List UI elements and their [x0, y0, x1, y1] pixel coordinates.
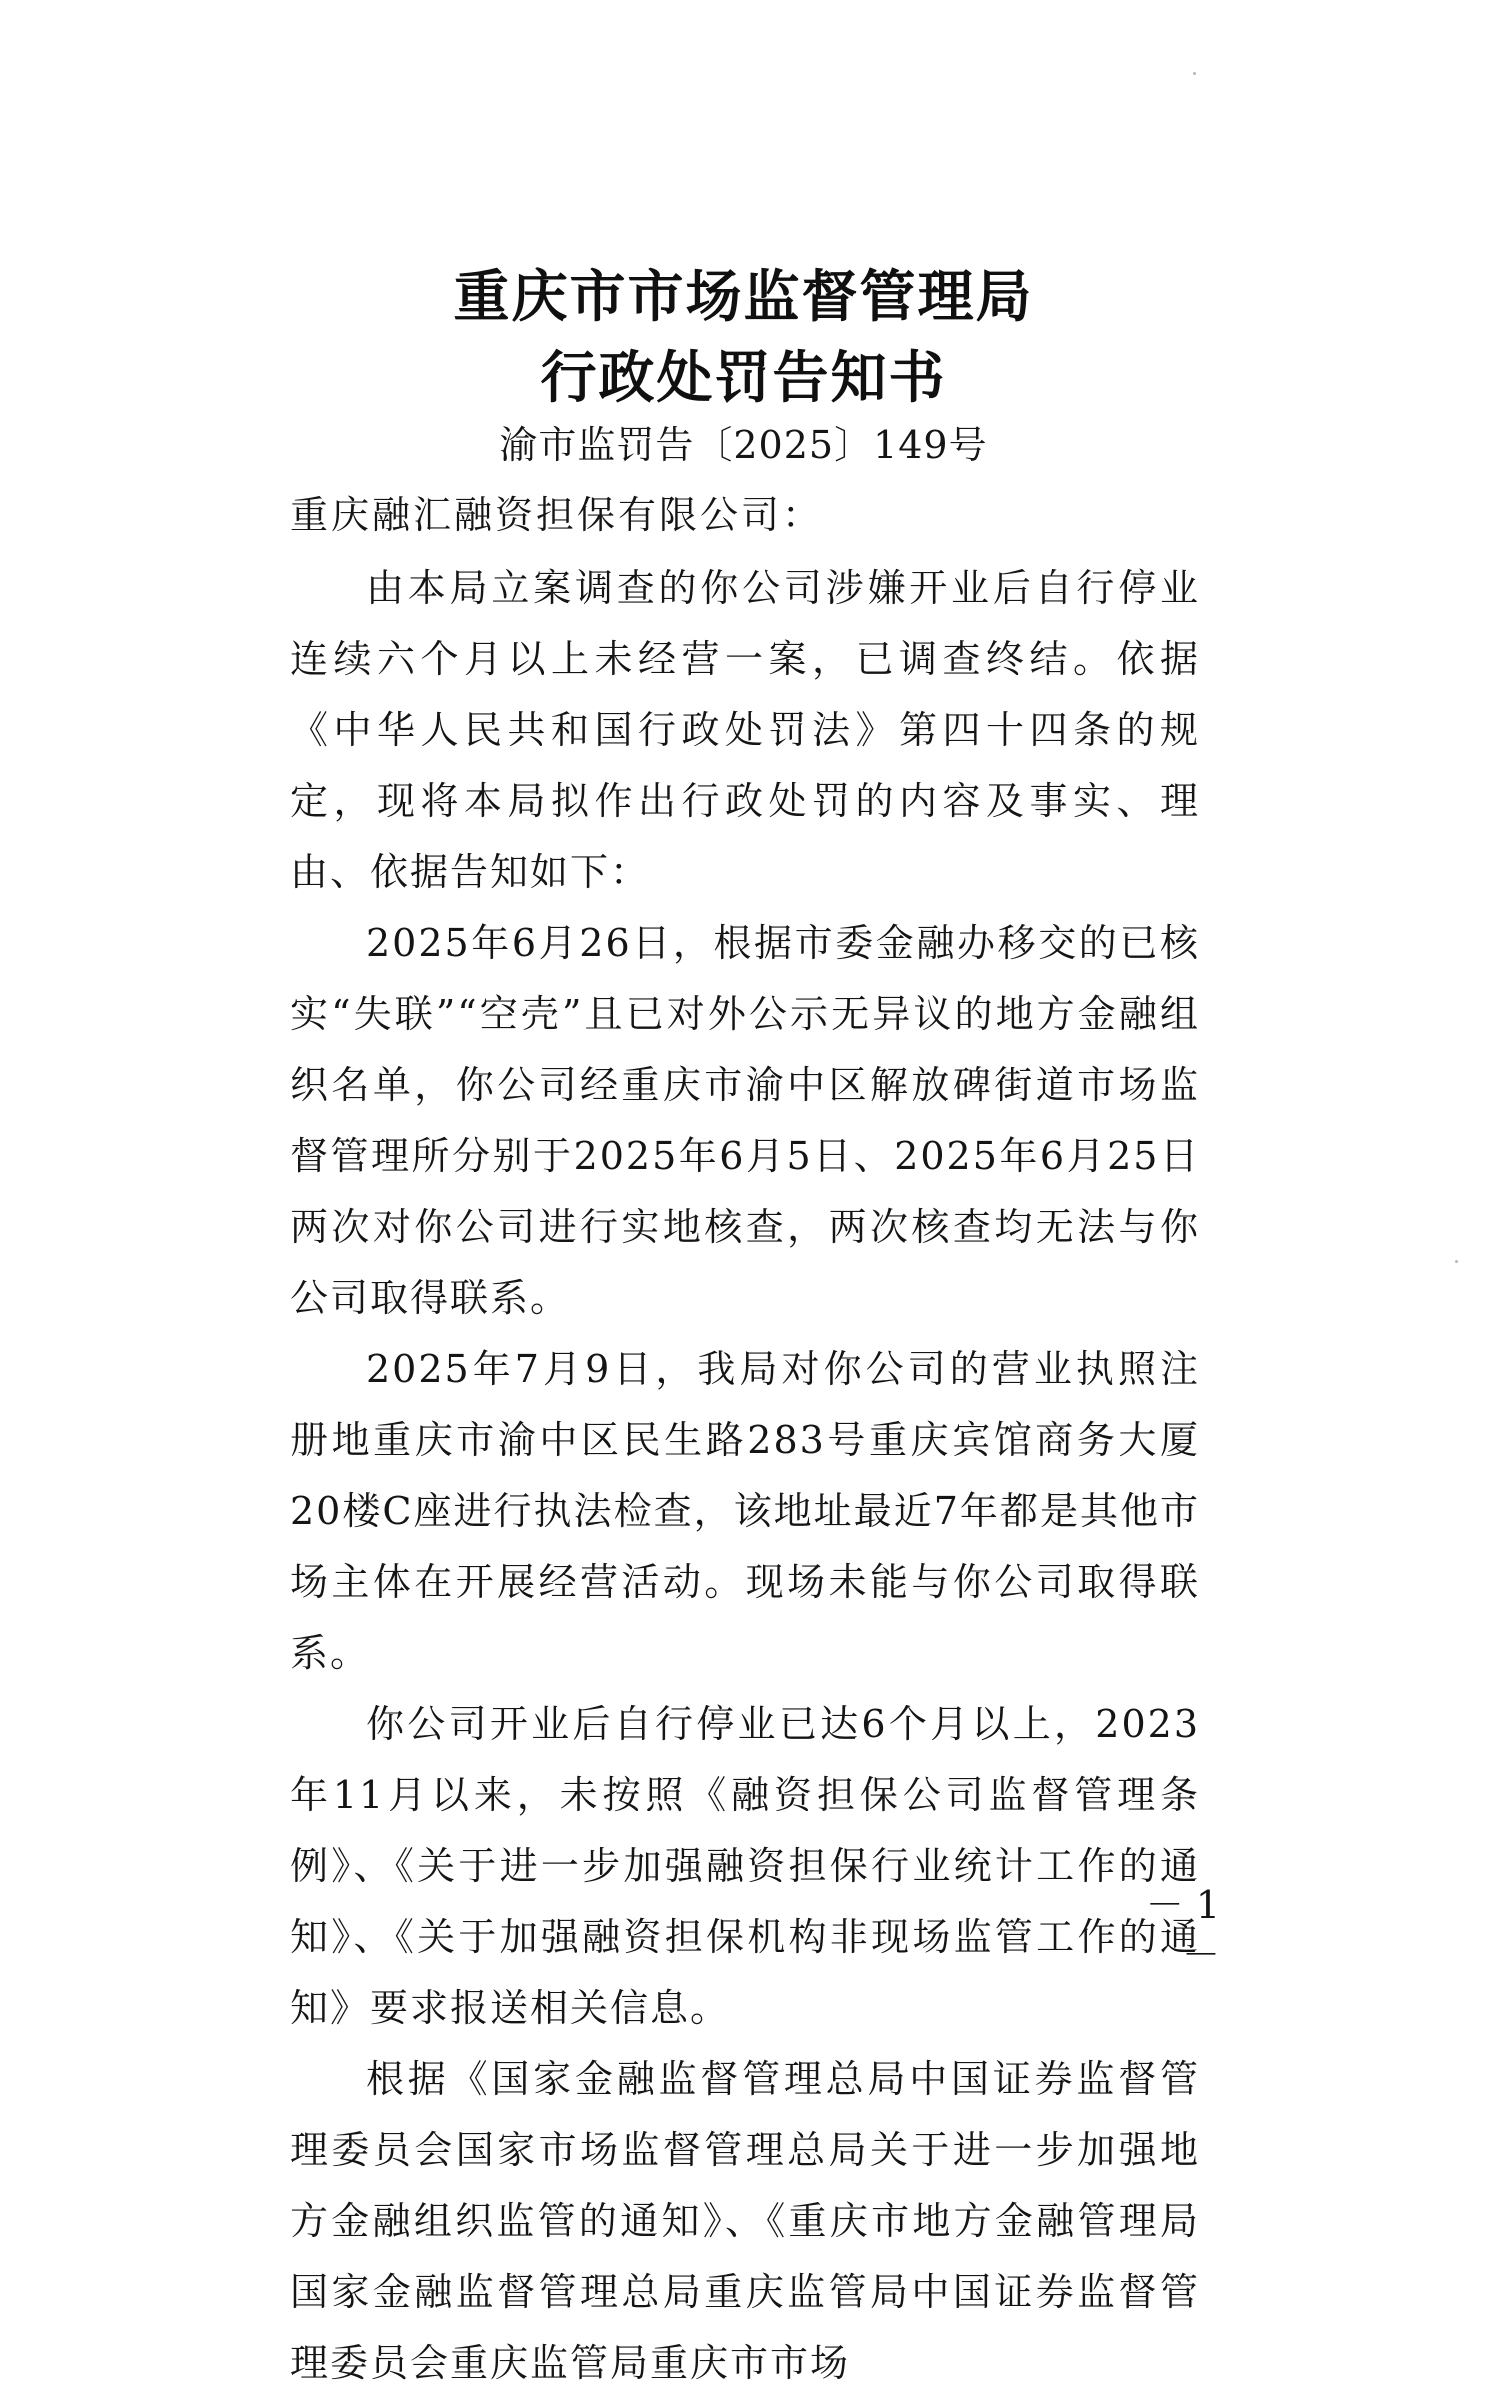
- page-number: － 1 －: [1145, 1883, 1220, 1977]
- paragraph-3: 2025年7月9日，我局对你公司的营业执照注册地重庆市渝中区民生路283号重庆宾馆商务大厦20楼C座进行执法检查，该地址最近7年都是其他市场主体在开展经营活动。现场未能与你公司取得联系。: [290, 1347, 1200, 1675]
- recipient: 重庆融汇融资担保有限公司：: [290, 493, 824, 537]
- document-number: 渝市监罚告〔2025〕149号: [499, 423, 988, 467]
- scan-artifact: [1193, 72, 1196, 75]
- document-body: [290, 553, 1200, 2399]
- document-title-line1: 重庆市市场监督管理局: [453, 264, 1034, 330]
- paragraph-5: 根据《国家金融监督管理总局中国证券监督管理委员会国家市场监督管理总局关于进一步加强地方金融组织监管的通知》、《重庆市地方金融管理局国家金融监督管理总局重庆监管局中国证券监督管理委员会重庆监管局重庆市市场: [290, 2057, 1200, 2385]
- document-title-line2: 行政处罚告知书: [540, 345, 947, 411]
- paragraph-4: 你公司开业后自行停业已达6个月以上，2023年11月以来，未按照《融资担保公司监督管理条例》、《关于进一步加强融资担保行业统计工作的通知》、《关于加强融资担保机构非现场监管工作的通知》要求报送相关信息。: [290, 1702, 1200, 2030]
- paragraph-1: 由本局立案调查的你公司涉嫌开业后自行停业连续六个月以上未经营一案，已调查终结。依据《中华人民共和国行政处罚法》第四十四条的规定，现将本局拟作出行政处罚的内容及事实、理由、依据告知如下：: [290, 566, 1200, 894]
- scan-artifact: [1455, 1260, 1458, 1263]
- paragraph-2: 2025年6月26日，根据市委金融办移交的已核实“失联”“空壳”且已对外公示无异议的地方金融组织名单，你公司经重庆市渝中区解放碑街道市场监督管理所分别于2025年6月5日、2025年6月25日两次对你公司进行实地核查，两次核查均无法与你公司取得联系。: [290, 921, 1200, 1320]
